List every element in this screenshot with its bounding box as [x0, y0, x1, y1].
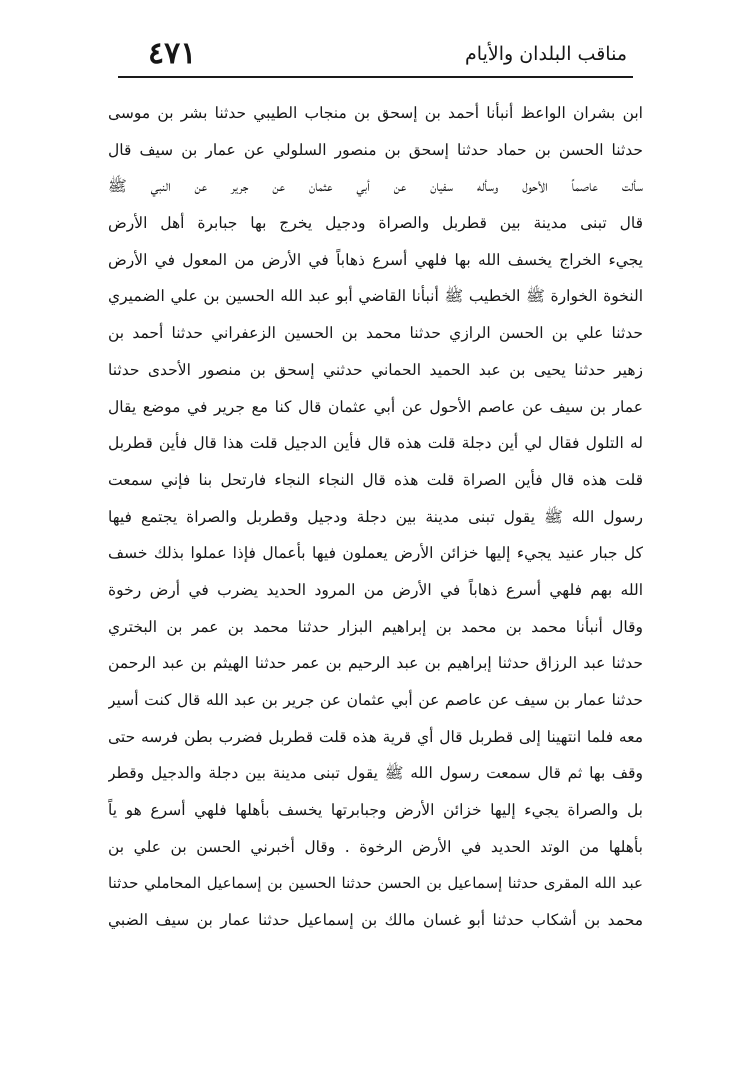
text-line: له التلول فقال لي أين دجلة قلت هذه قال فأين الدجيل قلت هذا قال فأين قطربل [108, 434, 643, 453]
text-line: وقف بها ثم قال سمعت رسول الله ﷺ يقول تبنى مدينة بين دجلة والدجيل وقطر [108, 764, 643, 783]
text-line: رسول الله ﷺ يقول تبنى مدينة بين دجلة ودجيل وقطربل والصراة يجتمع فيها [108, 507, 643, 526]
text-line: حدثنا الحسن بن حماد حدثنا إسحق بن منصور السلولي عن عمار بن سيف قال [108, 140, 643, 159]
text-line: حدثنا عبد الرزاق حدثنا إبراهيم بن عبد الرحيم بن عمر حدثنا الهيثم بن عبد الرحمن [108, 654, 643, 673]
text-line: معه فلما انتهينا إلى قطربل قال أي قرية هذه قلت قطربل فضرب بطن فرسه حتى [108, 727, 643, 746]
text-line: زهير حدثنا يحيى بن عبد الحميد الحماني حدثني إسحق بن منصور الأحدى حدثنا [108, 360, 643, 379]
text-line: محمد بن أشكاب حدثنا أبو غسان مالك بن إسماعيل حدثنا عمار بن سيف الضبي [108, 911, 643, 930]
body-text [108, 95, 643, 939]
text-line: سألت عاصماً الأحول وسأله سفيان عن أبي عثمان عن جرير عن النبي ﷺ [108, 177, 643, 196]
text-line: كل جبار عنيد يجيء إليها خزائن الأرض يعملون فيها بأعمال فإذا عملوا بذلك خسف [108, 544, 643, 563]
text-line: بأهلها من الوتد الحديد في الأرض الرخوة . وقال أخبرني الحسن بن علي بن [108, 837, 643, 856]
text-line: بل والصراة يجيء إليها خزائن الأرض وجبابرتها يخسف بأهلها فلهي أسرع هو ياً [108, 801, 643, 820]
running-title: مناقب البلدان والأيام [465, 43, 627, 65]
text-line: عبد الله المقرى حدثنا إسماعيل بن الحسن حدثنا الحسين بن إسماعيل المحاملي حدثنا [108, 874, 643, 893]
header-rule [118, 76, 633, 78]
text-line: قال تبنى مدينة بين قطربل والصراة ودجيل يخرج بها جبابرة أهل الأرض [108, 214, 643, 233]
page-header [118, 30, 633, 74]
text-line: النخوة الخوارة ﷺ الخطيب ﷺ أنبأنا القاضي أبو عبد الله الحسين بن علي الضميري [108, 287, 643, 306]
text-line: قلت هذه قال فأين الصراة قلت هذه قال النجاء النجاء فارتحل بنا فإني سمعت [108, 470, 643, 489]
text-line: ابن بشران الواعظ أنبأنا أحمد بن إسحق بن منجاب الطيبي حدثنا بشر بن موسى [108, 104, 643, 122]
text-line: الله بهم فلهي أسرع ذهاباً في الأرض من المرود الحديد يضرب في أرض رخوة [108, 580, 643, 599]
text-line: عمار بن سيف عن عاصم الأحول عن أبي عثمان قال كنا مع جرير في موضع يقال [108, 397, 643, 416]
text-line: يجيء الخراج يخسف الله بها فلهي أسرع ذهاباً في الأرض من المعول في الأرض [108, 250, 643, 269]
text-line: حدثنا علي بن الحسن الرازي حدثنا محمد بن الحسين الزعفراني حدثنا أحمد بن [108, 324, 643, 343]
text-line: وقال أنبأنا محمد بن محمد بن إبراهيم البزار حدثنا محمد بن عمر بن البختري [108, 617, 643, 636]
page-number: ٤٧١ [148, 36, 197, 71]
text-line: حدثنا عمار بن سيف عن عاصم عن أبي عثمان عن جرير بن عبد الله قال كنت أسير [108, 691, 643, 709]
